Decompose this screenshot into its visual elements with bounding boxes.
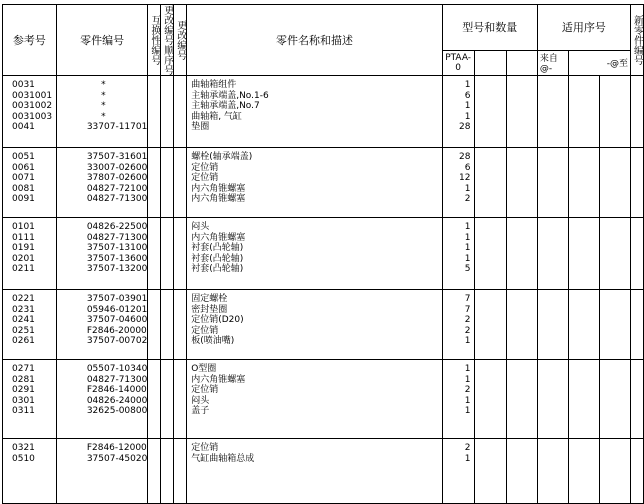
description-cell (187, 218, 443, 290)
part-no-cell (56, 360, 148, 439)
part-no: 37507-13600 (86, 253, 148, 264)
part-no: F2846-20000 (86, 325, 147, 336)
description: 定位销 (191, 443, 219, 453)
header-part-no: 零件编号 (56, 5, 148, 76)
part-no-cell (56, 439, 148, 504)
ref-no: 0251 (12, 325, 35, 336)
serial-to-a-cell (569, 360, 600, 439)
description: O型圈 (191, 364, 217, 374)
quantity: 2 (464, 443, 471, 453)
parts-table (2, 4, 644, 504)
part-no: 33007-02600 (86, 162, 148, 173)
change-seq-cell (161, 218, 174, 290)
ref-no: 0081 (12, 183, 35, 194)
ref-no-cell (3, 76, 57, 148)
serial-from-cell (537, 290, 568, 360)
description: 盖子 (191, 406, 210, 416)
description: 气缸曲轴箱总成 (191, 453, 255, 464)
parts-body (3, 76, 644, 504)
description: 定位销 (191, 173, 219, 183)
ref-no: 0211 (12, 264, 35, 274)
interchange-cell (148, 290, 161, 360)
part-no: 37507-31601 (86, 152, 148, 162)
description: 内六角锥螺塞 (191, 194, 246, 204)
model-col-3-cell (507, 76, 538, 148)
model-col-2-cell (474, 218, 507, 290)
quantity: 2 (464, 194, 471, 204)
part-no-cell (56, 290, 148, 360)
description: 定位销(D20) (191, 315, 244, 325)
ref-no: 0031003 (12, 111, 53, 122)
ref-no: 0091 (12, 194, 35, 204)
part-no: F2846-12000 (86, 443, 147, 453)
ref-no-cell (3, 148, 57, 218)
description: 曲轴箱组件 (191, 80, 237, 90)
ref-no: 0031 (12, 80, 35, 90)
parts-group (3, 76, 644, 148)
description-cell (187, 439, 443, 504)
change-seq-cell (161, 439, 174, 504)
quantity: 1 (464, 453, 471, 464)
serial-from-cell (537, 439, 568, 504)
serial-from-cell (537, 76, 568, 148)
description: 垫圈 (191, 122, 210, 132)
change-no-cell (174, 290, 187, 360)
part-no: 37507-13200 (86, 264, 148, 274)
model-col-2-cell (474, 290, 507, 360)
quantity: 6 (464, 162, 471, 173)
quantity: 2 (464, 325, 471, 336)
quantity-cell (442, 148, 474, 218)
serial-from-cell (537, 218, 568, 290)
quantity-cell (442, 76, 474, 148)
ref-no: 0281 (12, 374, 35, 385)
serial-to-a-cell (569, 218, 600, 290)
new-part-cell (630, 360, 643, 439)
description-cell (187, 148, 443, 218)
description-cell (187, 290, 443, 360)
quantity: 7 (464, 304, 471, 315)
serial-to-b-cell (600, 439, 631, 504)
model-col-2-cell (474, 76, 507, 148)
parts-group (3, 290, 644, 360)
part-no: 04827-71300 (86, 194, 148, 204)
serial-to-b-cell (600, 218, 631, 290)
part-no-cell (56, 218, 148, 290)
change-seq-cell (161, 76, 174, 148)
part-no: F2846-14000 (86, 385, 147, 395)
parts-group (3, 439, 644, 504)
ref-no-cell (3, 218, 57, 290)
interchange-cell (148, 148, 161, 218)
quantity: 1 (464, 101, 471, 111)
interchange-cell (148, 439, 161, 504)
header-change-no: 更改编号 (174, 5, 187, 76)
serial-from-cell (537, 148, 568, 218)
ref-no: 0061 (12, 162, 35, 173)
ref-no: 0201 (12, 253, 35, 264)
part-no: * (86, 101, 106, 111)
model-col-2-cell (474, 439, 507, 504)
header-new-part: 新零件编号 (630, 5, 643, 76)
ref-no-cell (3, 439, 57, 504)
serial-to-a-cell (569, 290, 600, 360)
header-model-qty: 型号和数量 (442, 5, 537, 51)
quantity-cell (442, 360, 474, 439)
part-no: 37507-04600 (86, 315, 148, 325)
ref-no: 0321 (12, 443, 35, 453)
part-no: 04826-22500 (86, 222, 148, 232)
change-seq-cell (161, 148, 174, 218)
interchange-cell (148, 218, 161, 290)
description-cell (187, 76, 443, 148)
model-col-2-cell (474, 360, 507, 439)
new-part-cell (630, 439, 643, 504)
header-serial-to: -@至 (569, 50, 631, 75)
ref-no: 0271 (12, 364, 35, 374)
change-no-cell (174, 218, 187, 290)
model-col-2 (474, 50, 507, 75)
part-no: 33707-11701 (86, 122, 148, 132)
interchange-cell (148, 76, 161, 148)
part-no: 37507-03901 (86, 294, 148, 304)
quantity: 5 (464, 264, 471, 274)
quantity: 1 (464, 364, 471, 374)
quantity: 12 (459, 173, 471, 183)
part-no: 37507-13100 (86, 243, 148, 253)
ref-no: 0510 (12, 453, 35, 464)
ref-no-cell (3, 360, 57, 439)
ref-no: 0311 (12, 406, 35, 416)
ref-no: 0041 (12, 122, 35, 132)
part-no: * (86, 90, 106, 101)
description: 板(喷油嘴) (191, 336, 235, 346)
serial-to-a-cell (569, 76, 600, 148)
part-no: * (86, 111, 106, 122)
header-interchange: 互换性编号 (148, 5, 161, 76)
new-part-cell (630, 290, 643, 360)
description: 曲轴箱, 气缸 (191, 111, 242, 122)
model-col-2-cell (474, 148, 507, 218)
ref-no: 0031001 (12, 90, 53, 101)
quantity: 1 (464, 243, 471, 253)
serial-to-b-cell (600, 76, 631, 148)
model-col-3-cell (507, 218, 538, 290)
model-col-3 (507, 50, 538, 75)
quantity: 1 (464, 232, 471, 243)
quantity: 1 (464, 222, 471, 232)
new-part-cell (630, 76, 643, 148)
part-no: 04827-71300 (86, 232, 148, 243)
new-part-cell (630, 148, 643, 218)
description: 密封垫圈 (191, 304, 228, 315)
quantity: 1 (464, 395, 471, 406)
quantity: 28 (459, 152, 471, 162)
description: 螺栓(轴承端盖) (191, 152, 253, 162)
ref-no-cell (3, 290, 57, 360)
ref-no: 0221 (12, 294, 35, 304)
ref-no: 0291 (12, 385, 35, 395)
interchange-cell (148, 360, 161, 439)
description: 内六角锥螺塞 (191, 232, 246, 243)
header-description: 零件名称和描述 (187, 5, 443, 76)
quantity: 1 (464, 183, 471, 194)
description-cell (187, 360, 443, 439)
part-no: 04827-71300 (86, 374, 148, 385)
quantity: 1 (464, 111, 471, 122)
header-model-code: PTAA-0 (442, 50, 474, 75)
quantity-cell (442, 439, 474, 504)
model-col-3-cell (507, 290, 538, 360)
description: 衬套(凸轮轴) (191, 253, 244, 264)
description: 内六角锥螺塞 (191, 374, 246, 385)
part-no: 04827-72100 (86, 183, 148, 194)
parts-group (3, 148, 644, 218)
ref-no: 0261 (12, 336, 35, 346)
part-no: 37807-02600 (86, 173, 148, 183)
quantity: 1 (464, 80, 471, 90)
quantity-cell (442, 290, 474, 360)
change-seq-cell (161, 360, 174, 439)
ref-no: 0031002 (12, 101, 53, 111)
serial-to-a-cell (569, 439, 600, 504)
header-ref-no: 参考号 (3, 5, 57, 76)
new-part-cell (630, 218, 643, 290)
description: 闷头 (191, 222, 210, 232)
ref-no: 0191 (12, 243, 35, 253)
description: 衬套(凸轮轴) (191, 264, 244, 274)
model-col-3-cell (507, 360, 538, 439)
quantity: 1 (464, 374, 471, 385)
part-no: 37507-45020 (86, 453, 148, 464)
description: 固定螺栓 (191, 294, 228, 304)
quantity: 1 (464, 253, 471, 264)
header-serial-from: 来自@- (537, 50, 568, 75)
model-col-3-cell (507, 148, 538, 218)
ref-no: 0301 (12, 395, 35, 406)
quantity: 7 (464, 294, 471, 304)
header-change-seq: 更改编号顺序号 (161, 5, 173, 75)
part-no: 32625-00800 (86, 406, 148, 416)
quantity: 28 (459, 122, 471, 132)
parts-group (3, 218, 644, 290)
part-no: 05946-01201 (86, 304, 148, 315)
quantity: 1 (464, 406, 471, 416)
ref-no: 0231 (12, 304, 35, 315)
serial-from-cell (537, 360, 568, 439)
description: 衬套(凸轮轴) (191, 243, 244, 253)
description: 内六角锥螺塞 (191, 183, 246, 194)
change-no-cell (174, 360, 187, 439)
change-no-cell (174, 148, 187, 218)
description: 主轴承端盖,No.1-6 (191, 90, 269, 101)
description: 定位销 (191, 325, 219, 336)
description: 主轴承端盖,No.7 (191, 101, 260, 111)
part-no-cell (56, 148, 148, 218)
serial-to-a-cell (569, 148, 600, 218)
model-col-3-cell (507, 439, 538, 504)
parts-group (3, 360, 644, 439)
part-no: 04826-24000 (86, 395, 148, 406)
ref-no: 0051 (12, 152, 35, 162)
quantity: 6 (464, 90, 471, 101)
ref-no: 0241 (12, 315, 35, 325)
description: 定位销 (191, 162, 219, 173)
ref-no: 0111 (12, 232, 35, 243)
ref-no: 0071 (12, 173, 35, 183)
change-no-cell (174, 76, 187, 148)
header-serial: 适用序号 (537, 5, 630, 51)
serial-to-b-cell (600, 148, 631, 218)
part-no: * (86, 80, 106, 90)
description: 闷头 (191, 395, 210, 406)
part-no: 05507-10340 (86, 364, 148, 374)
quantity: 1 (464, 336, 471, 346)
change-seq-cell (161, 290, 174, 360)
description: 定位销 (191, 385, 219, 395)
serial-to-b-cell (600, 360, 631, 439)
part-no: 37507-00702 (86, 336, 148, 346)
change-no-cell (174, 439, 187, 504)
part-no-cell (56, 76, 148, 148)
serial-to-b-cell (600, 290, 631, 360)
quantity: 2 (464, 385, 471, 395)
quantity: 2 (464, 315, 471, 325)
quantity-cell (442, 218, 474, 290)
ref-no: 0101 (12, 222, 35, 232)
